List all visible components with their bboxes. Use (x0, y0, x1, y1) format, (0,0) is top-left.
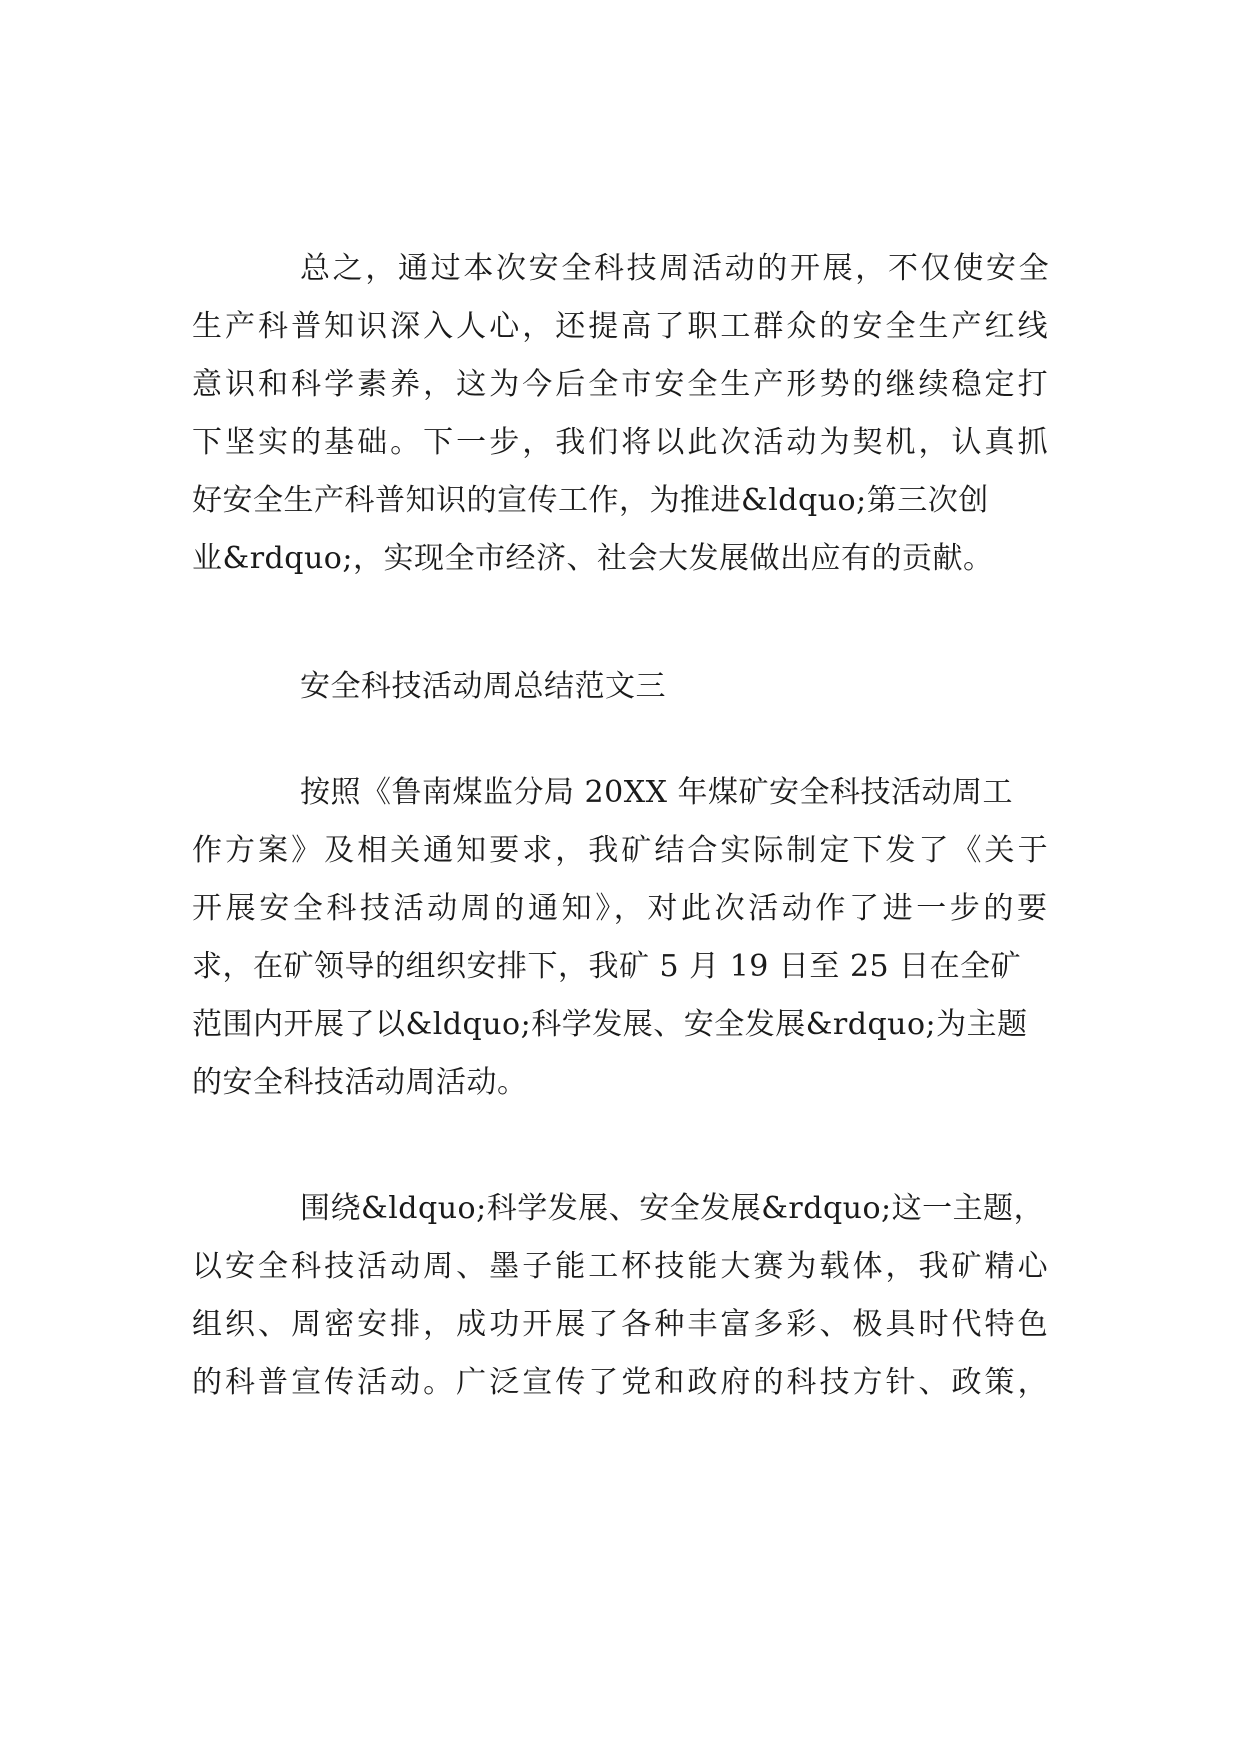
paragraph-2-line-3: 开展安全科技活动周的通知》，对此次活动作了进一步的要 (192, 891, 1051, 926)
paragraph-3-line-1: 围绕&ldquo;科学发展、安全发展&rdquo;这一主题， (300, 1191, 1045, 1226)
paragraph-2-line-1: 按照《鲁南煤监分局 20XX 年煤矿安全科技活动周工 (300, 775, 1013, 810)
paragraph-2-line-6: 的安全科技活动周活动。 (192, 1065, 528, 1100)
paragraph-2-line-4: 求，在矿领导的组织安排下，我矿 5 月 19 日至 25 日在全矿 (192, 949, 1022, 984)
paragraph-1-line-2: 生产科普知识深入人心，还提高了职工群众的安全生产红线 (192, 309, 1051, 344)
paragraph-2-line-2: 作方案》及相关通知要求，我矿结合实际制定下发了《关于 (192, 833, 1051, 868)
paragraph-1-line-5: 好安全生产科普知识的宣传工作，为推进&ldquo;第三次创 (192, 483, 989, 518)
paragraph-3-line-4: 的科普宣传活动。广泛宣传了党和政府的科技方针、政策， (192, 1365, 1051, 1400)
section-heading-text: 安全科技活动周总结范文三 (300, 669, 666, 704)
paragraph-1-line-1: 总之，通过本次安全科技周活动的开展，不仅使安全 (300, 251, 1052, 286)
paragraph-1-line-4: 下坚实的基础。下一步，我们将以此次活动为契机，认真抓 (192, 425, 1051, 460)
paragraph-3-line-2: 以安全科技活动周、墨子能工杯技能大赛为载体，我矿精心 (192, 1249, 1051, 1284)
paragraph-1-line-6: 业&rdquo;，实现全市经济、社会大发展做出应有的贡献。 (192, 541, 994, 576)
paragraph-2-line-5: 范围内开展了以&ldquo;科学发展、安全发展&rdquo;为主题 (192, 1007, 1028, 1042)
paragraph-3-line-3: 组织、周密安排，成功开展了各种丰富多彩、极具时代特色 (192, 1307, 1051, 1342)
paragraph-1-line-3: 意识和科学素养，这为今后全市安全生产形势的继续稳定打 (192, 367, 1051, 402)
